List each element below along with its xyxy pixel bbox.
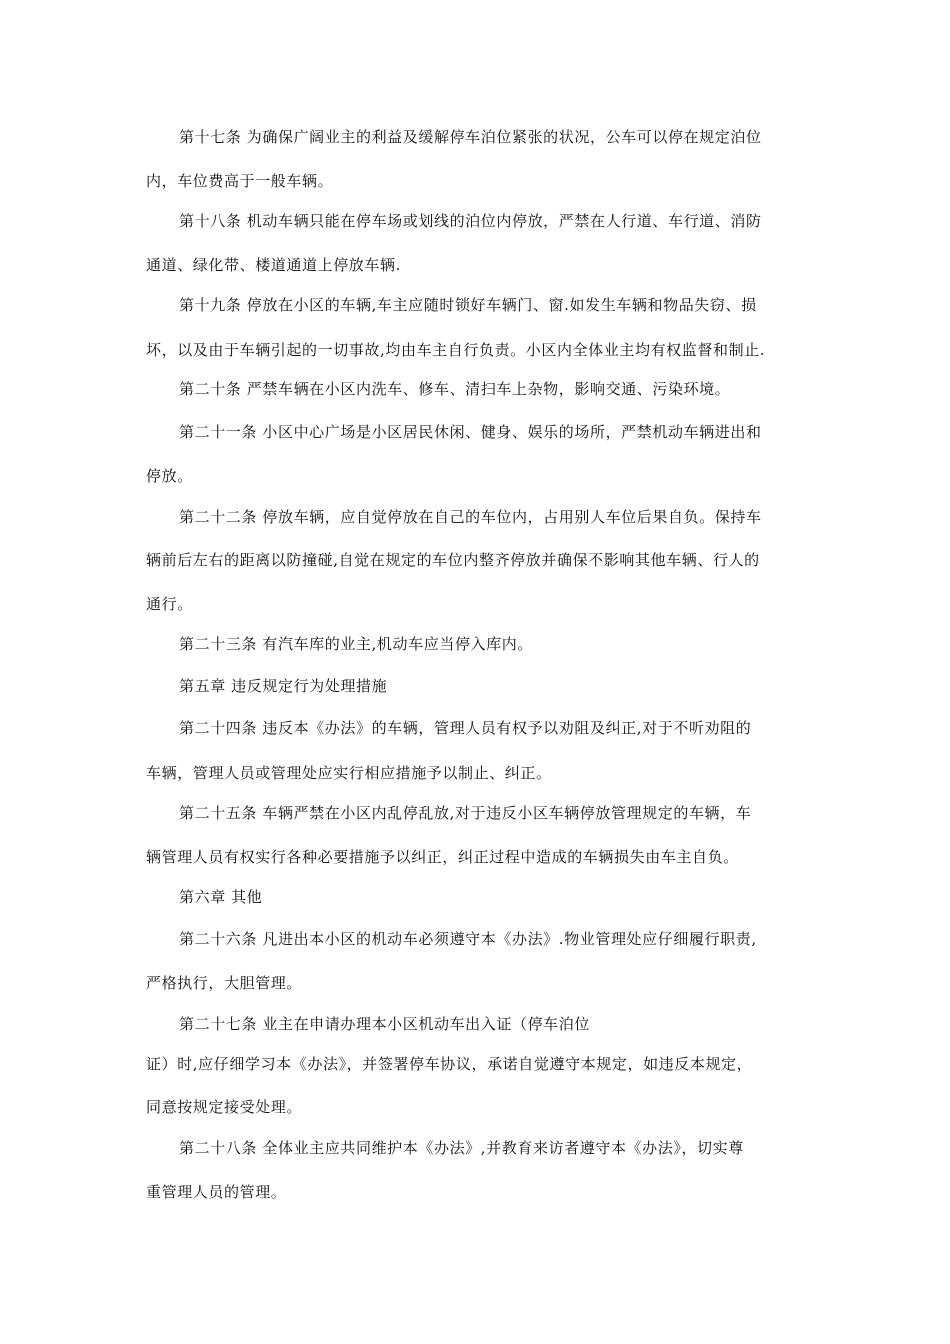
article-22-line-2: 辆前后左右的距离以防撞碰,自觉在规定的车位内整齐停放并确保不影响其他车辆、行人的: [146, 551, 760, 569]
article-25-line-2: 辆管理人员有权实行各种必要措施予以纠正，纠正过程中造成的车辆损失由车主自负。: [146, 848, 739, 866]
article-21-line-2: 停放。: [146, 467, 193, 485]
article-27-line-3: 同意按规定接受处理。: [146, 1098, 303, 1116]
article-20-line-1: 第二十条 严禁车辆在小区内洗车、修车、清扫车上杂物，影响交通、污染环境。: [179, 380, 731, 398]
article-23-line-1: 第二十三条 有汽车库的业主,机动车应当停入库内。: [179, 635, 533, 653]
article-17-line-1: 第十七条 为确保广阔业主的利益及缓解停车泊位紧张的状况，公车可以停在规定泊位: [179, 128, 762, 146]
article-27-line-2: 证）时,应仔细学习本《办法》，并签署停车协议，承诺自觉遵守本规定，如违反本规定，: [146, 1055, 753, 1073]
article-28-line-1: 第二十八条 全体业主应共同维护本《办法》,并教育来访者遵守本《办法》，切实尊: [179, 1139, 744, 1157]
chapter-5-heading: 第五章 违反规定行为处理措施: [179, 677, 388, 695]
article-17-line-2: 内，车位费高于一般车辆。: [146, 172, 334, 190]
article-24-line-2: 车辆，管理人员或管理处应实行相应措施予以制止、纠正。: [146, 764, 552, 782]
article-28-line-2: 重管理人员的管理。: [146, 1183, 287, 1201]
article-19-line-2: 坏，以及由于车辆引起的一切事故,均由车主自行负责。小区内全体业主均有权监督和制止.: [146, 341, 766, 359]
article-27-line-1: 第二十七条 业主在申请办理本小区机动车出入证（停车泊位: [179, 1015, 590, 1033]
article-24-line-1: 第二十四条 违反本《办法》的车辆，管理人员有权予以劝阻及纠正,对于不听劝阻的: [179, 719, 752, 737]
article-22-line-1: 第二十二条 停放车辆，应自觉停放在自己的车位内，占用别人车位后果自负。保持车: [179, 508, 762, 526]
article-26-line-1: 第二十六条 凡进出本小区的机动车必须遵守本《办法》.物业管理处应仔细履行职责,: [179, 930, 757, 948]
chapter-6-heading: 第六章 其他: [179, 888, 263, 906]
article-18-line-1: 第十八条 机动车辆只能在停车场或划线的泊位内停放，严禁在人行道、车行道、消防: [179, 212, 762, 230]
article-22-line-3: 通行。: [146, 595, 193, 613]
article-21-line-1: 第二十一条 小区中心广场是小区居民休闲、健身、娱乐的场所，严禁机动车辆进出和: [179, 423, 762, 441]
article-26-line-2: 严格执行，大胆管理。: [146, 974, 303, 992]
article-25-line-1: 第二十五条 车辆严禁在小区内乱停乱放,对于违反小区车辆停放管理规定的车辆，车: [179, 804, 752, 822]
article-19-line-1: 第十九条 停放在小区的车辆,车主应随时锁好车辆门、窗.如发生车辆和物品失窃、损: [179, 296, 757, 314]
article-18-line-2: 通道、绿化带、楼道通道上停放车辆.: [146, 256, 401, 274]
